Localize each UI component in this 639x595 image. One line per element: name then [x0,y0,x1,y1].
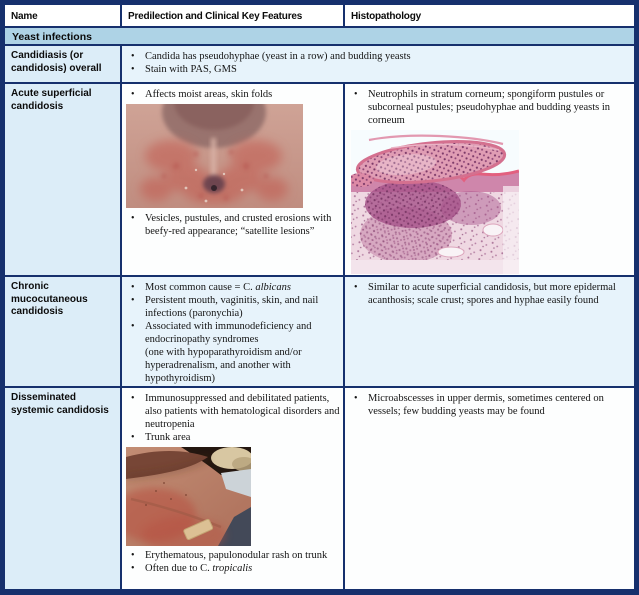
list-item [126,549,341,562]
acute-superficial-histopathology-cell [345,84,634,275]
list-item [126,294,341,320]
feature-text-plain: Often due to C. [145,563,213,574]
feature-text: Vesicles, pustules, and crusted erosions with beefy-red appearance; “satellite lesions” [145,213,332,237]
bullet-icon: • [354,282,358,293]
row-name-candidiasis-overall: Candidiasis (or candidosis) overall [5,46,122,82]
column-header-predilection [122,5,345,26]
histopathology-text: Similar to acute superficial candidosis, but more epidermal acanthosis; scale crust; spores and hyphae easily found [368,282,616,306]
disseminated-histopathology-cell [345,388,634,589]
bullet-icon: • [131,64,135,75]
list-item [126,281,341,294]
candidiasis-overall-features-cell [122,46,634,82]
list-item [126,320,341,385]
feature-text: Persistent mouth, vaginitis, skin, and nail infections (paronychia) [145,295,319,319]
histopathology-text: Microabscesses in upper dermis, sometimes centered on vessels; few budding yeasts may be found [368,393,604,417]
table-row-candidiasis-overall [5,46,634,84]
list-item [126,50,632,63]
list-item [349,281,630,307]
feature-text-plain: Most common cause = C. [145,282,256,293]
feature-text: Candida has pseudohyphae (yeast in a row) and budding yeasts [145,51,411,62]
bullet-icon: • [131,282,135,293]
bullet-icon: • [131,321,135,332]
list-item [349,88,630,127]
acute-superficial-features-cell [122,84,345,275]
table-row-disseminated-systemic [5,388,634,589]
row-name-disseminated-systemic: Disseminated systemic candidosis [5,388,122,589]
list-item [126,212,341,238]
feature-text-line2: (one with hypoparathyroidism and/or hyperadrenalism, and another with hypothyroidism) [145,347,302,384]
feature-text: Erythematous, papulonodular rash on trunk [145,550,328,561]
list-item [126,392,341,431]
acute-superficial-clinical-photo [126,104,341,208]
row-name-acute-superficial: Acute superficial candidosis [5,84,122,275]
column-header-histopathology [345,5,634,26]
feature-text: Stain with PAS, GMS [145,64,237,75]
chronic-mucocutaneous-histopathology-cell [345,277,634,386]
feature-text: Affects moist areas, skin folds [145,89,273,100]
section-label: Yeast infections [5,28,634,44]
bullet-icon: • [131,213,135,224]
acute-superficial-histology-photo [351,130,630,274]
feature-text [145,320,341,385]
feature-text-line1: Associated with immunodeficiency and endocrinopathy syndromes [145,321,312,345]
feature-text: Immunosuppressed and debilitated patients, also patients with hematological disorders and neutropenia [145,393,340,430]
bullet-icon: • [131,550,135,561]
disseminated-features-cell [122,388,345,589]
column-header-predilection-label: Predilection and Clinical Key Features [128,11,303,22]
column-header-name [5,5,122,26]
bullet-icon: • [131,563,135,574]
histopathology-text: Neutrophils in stratum corneum; spongiform pustules or subcorneal pustules; pseudohyphae and budding yeasts in corneum [368,89,611,126]
species-name-italic: tropicalis [212,563,253,574]
feature-text [145,281,341,294]
bullet-icon: • [354,393,358,404]
species-name-italic: albicans [255,282,291,293]
bullet-icon: • [131,51,135,62]
bullet-icon: • [131,393,135,404]
disseminated-trunk-clinical-photo [126,447,341,546]
list-item [126,431,341,444]
row-name-chronic-mucocutaneous: Chronic mucocutaneous candidosis [5,277,122,386]
chronic-mucocutaneous-features-cell [122,277,345,386]
column-header-histopathology-label: Histopathology [351,11,421,22]
bullet-icon: • [354,89,358,100]
section-row-yeast-infections [5,28,634,46]
column-header-name-label: Name [11,11,38,22]
bullet-icon: • [131,295,135,306]
table-row-acute-superficial [5,84,634,277]
yeast-infections-table [5,5,634,589]
list-item [349,392,630,418]
feature-text: Trunk area [145,432,191,443]
feature-text [145,562,341,575]
list-item [126,88,341,101]
bullet-icon: • [131,432,135,443]
table-header-row [5,5,634,28]
table-row-chronic-mucocutaneous [5,277,634,388]
list-item [126,562,341,575]
bullet-icon: • [131,89,135,100]
list-item [126,63,632,76]
